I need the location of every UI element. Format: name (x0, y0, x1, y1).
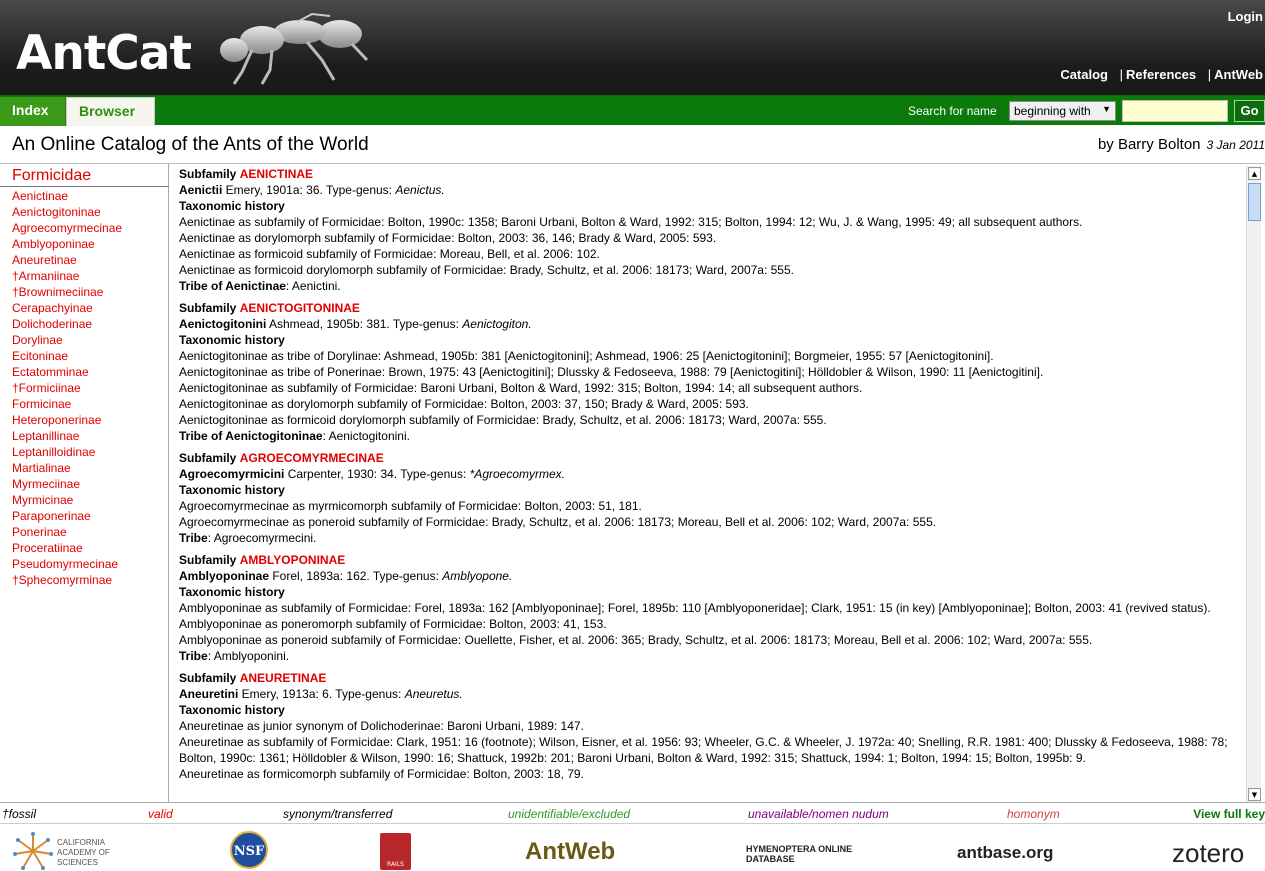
cas-logo-text: CALIFORNIA ACADEMY OF SCIENCES (57, 838, 110, 867)
subfamily-name-link[interactable]: AMBLYOPONINAE (239, 553, 346, 567)
tribe-name: Aenictogitonini (179, 317, 267, 331)
history-item: Amblyoponinae as poneromorph subfamily of Formicidae: Bolton, 2003: 41, 153. (179, 617, 607, 631)
sidebar-item-subfamily[interactable]: Myrmeciinae (12, 477, 81, 491)
type-genus-line (179, 568, 1245, 584)
type-genus-label: Type-genus: (325, 183, 393, 197)
sidebar-item-subfamily[interactable]: †Sphecomyrminae (12, 573, 113, 587)
citation: Carpenter, 1930: 34. (284, 467, 401, 481)
sidebar-item-subfamily[interactable]: Dolichoderinae (12, 317, 93, 331)
family-link[interactable]: Formicidae (12, 167, 92, 184)
type-genus: Aenictus. (395, 183, 445, 197)
author: by Barry Bolton (1097, 136, 1201, 153)
tribe-name: Agroecomyrmicini (179, 467, 285, 481)
type-genus-line (179, 466, 1245, 482)
type-genus-label: Type-genus: (392, 317, 459, 331)
tribe-value: : Aenictogitonini. (322, 429, 410, 443)
divider (0, 163, 1265, 164)
sidebar-item-subfamily[interactable]: Pseudomyrmecinae (12, 557, 119, 571)
legend-unavailable: unavailable/nomen nudum (748, 807, 889, 821)
scrollbar[interactable] (1246, 166, 1261, 802)
legend-homonym: homonym (1007, 807, 1060, 821)
taxon-entry (179, 300, 1245, 444)
history-item: Aenictinae as formicoid dorylomorph subfamily of Formicidae: Brady, Schultz, et al. 2006: 18173; Ward, 2007a: 555. (179, 263, 794, 277)
cas-sunburst-icon (13, 832, 53, 870)
subfamily-label: Subfamily (179, 671, 237, 685)
site-header (0, 0, 1265, 95)
history-item: Agroecomyrmecinae as poneroid subfamily of Formicidae: Brady, Schultz, et al. 2006: 18173; Moreau, Bell et al. 2006: 102; Ward, 2007a: 555. (179, 515, 937, 529)
divider (0, 186, 169, 187)
type-genus-label: Type-genus: (372, 569, 439, 583)
tribe-line (179, 278, 1245, 294)
legend-synonym: synonym/transferred (283, 807, 393, 821)
byline (1098, 136, 1265, 153)
sidebar-item-subfamily[interactable]: †Formiciinae (12, 381, 81, 395)
history-item: Aenictogitoninae as formicoid dorylomorph subfamily of Formicidae: Brady, Schultz, et al. 2006: 18173; Ward, 2007a: 555. (179, 413, 827, 427)
history-item: Aenictogitoninae as tribe of Ponerinae: Brown, 1975: 43 [Aenictogitini]; Dlussky & Fedoseeva, 1988: 79 [Aenictogitini]; Hölldobler & Wilson, 1990: 11 [Aenictogitini]. (179, 365, 1044, 379)
history-item: Aenictinae as formicoid subfamily of Formicidae: Moreau, Bell, et al. 2006: 102. (179, 247, 600, 261)
subfamily-name-link[interactable]: AENICTINAE (239, 167, 314, 181)
legend (0, 802, 1265, 824)
taxon-entry (179, 450, 1245, 546)
subfamily-name-link[interactable]: ANEURETINAE (239, 671, 327, 685)
history-item: Aenictogitoninae as dorylomorph subfamily of Formicidae: Bolton, 2003: 37, 150; Brady & Ward, 2005: 593. (179, 397, 749, 411)
type-genus: Aneuretus. (404, 687, 463, 701)
scroll-down-icon[interactable]: ▼ (1248, 788, 1261, 801)
nav-separator: | (1119, 67, 1123, 82)
sidebar-item-subfamily[interactable]: Paraponerinae (12, 509, 91, 523)
tab-browser[interactable]: Browser (66, 97, 155, 126)
type-genus-line (179, 686, 1245, 702)
type-genus: *Agroecomyrmex. (469, 467, 566, 481)
history-item: Aneuretinae as formicomorph subfamily of Formicidae: Bolton, 2003: 18, 79. (179, 767, 584, 781)
tribe-value: : Agroecomyrmecini. (207, 531, 317, 545)
history-item: Aneuretinae as subfamily of Formicidae: Clark, 1951: 16 (footnote); Wilson, Eisner, et al. 1956: 93; Wheeler, G.C. & Wheeler, J. 1972a: 40; Snelling, R.R. 1981: 400; Dlussky & Fedoseeva, 1988: 78; Bolton, 1990c: 1361; Hölldobler & Wilson, 1990: 16; Shattuck, 1992b: 201; Baroni Urbani, Bolton & Ward, 1992: 315; Shattuck, 1994: 1; Bolton, 1994: 15; Bolton, 1995b: 9. (179, 735, 1228, 765)
go-button[interactable]: Go (1234, 100, 1265, 122)
subfamily-heading (179, 450, 1245, 466)
sidebar-item-subfamily[interactable]: Amblyoponinae (12, 237, 95, 251)
date: 3 Jan 2011 (1206, 138, 1265, 152)
subfamily-label: Subfamily (179, 301, 237, 315)
login-link[interactable]: Login (1227, 9, 1263, 24)
history-heading: Taxonomic history (179, 199, 285, 213)
type-genus-label: Type-genus: (335, 687, 402, 701)
view-full-key-link[interactable]: View full key (1193, 807, 1265, 821)
rails-logo[interactable] (380, 833, 411, 870)
subfamily-name-link[interactable]: AGROECOMYRMECINAE (239, 451, 384, 465)
nav-references[interactable]: References (1126, 67, 1197, 82)
sidebar-item-subfamily[interactable]: Proceratiinae (12, 541, 83, 555)
antbase-logo[interactable]: antbase.org (957, 843, 1054, 862)
ant-photo (212, 10, 380, 88)
type-genus-line (179, 182, 1245, 198)
tribe-label: Tribe (179, 531, 208, 545)
sidebar-item-subfamily[interactable]: Ectatomminae (12, 365, 89, 379)
tribe-value: : Amblyoponini. (207, 649, 290, 663)
history-item: Agroecomyrmecinae as myrmicomorph subfamily of Formicidae: Bolton, 2003: 51, 181. (179, 499, 642, 513)
nav-catalog[interactable]: Catalog (1060, 67, 1108, 82)
search-input[interactable] (1122, 100, 1228, 122)
tribe-line (179, 530, 1245, 546)
type-genus: Aenictogiton. (462, 317, 532, 331)
history-item: Aenictinae as subfamily of Formicidae: Bolton, 1990c: 1358; Baroni Urbani, Bolton & Ward, 1992: 315; Bolton, 1994: 12; Wu, J. & Wang, 1995: 49; all subsequent authors. (179, 215, 1083, 229)
sidebar-item-subfamily[interactable]: Leptanillinae (12, 429, 80, 443)
history-item: Amblyoponinae as subfamily of Formicidae: Forel, 1893a: 162 [Amblyoponinae]; Forel, 1895b: 110 [Amblyoponeridae]; Clark, 1951: 15 (in key) [Amblyoponinae]; Bolton, 2003: 41 (revived status). (179, 601, 1211, 615)
search-mode-select[interactable] (1009, 101, 1116, 121)
search-mode-value: beginning with (1014, 104, 1091, 118)
tribe-name: Amblyoponinae (179, 569, 270, 583)
sidebar-item-subfamily[interactable]: Ecitoninae (12, 349, 69, 363)
type-genus: Amblyopone. (442, 569, 513, 583)
antcat-logo[interactable]: AntCat (16, 26, 191, 81)
sidebar-item-subfamily[interactable]: Martialinae (12, 461, 71, 475)
rails-text: RAILS (387, 861, 404, 868)
history-item: Aenictogitoninae as subfamily of Formicidae: Baroni Urbani, Bolton & Ward, 1992: 315; Bolton, 1994: 14; all subsequent authors. (179, 381, 863, 395)
subfamily-heading (179, 300, 1245, 316)
history-heading: Taxonomic history (179, 333, 285, 347)
tab-index[interactable]: Index (0, 97, 66, 126)
sidebar-item-subfamily[interactable]: Cerapachyinae (12, 301, 93, 315)
nav-antweb[interactable]: AntWeb (1214, 67, 1263, 82)
sidebar-item-subfamily[interactable]: Myrmicinae (12, 493, 74, 507)
tribe-value: : Aenictini. (285, 279, 341, 293)
scroll-up-icon[interactable]: ▲ (1248, 167, 1261, 180)
tribe-name: Aneuretini (179, 687, 239, 701)
type-genus-label: Type-genus: (400, 467, 467, 481)
tribe-label: Tribe (179, 649, 208, 663)
taxon-entry (179, 166, 1245, 294)
nav-separator: | (1207, 67, 1212, 82)
sidebar-item-subfamily[interactable]: †Brownimeciinae (12, 285, 104, 299)
zotero-logo[interactable]: zotero (1172, 838, 1245, 868)
taxon-entry (179, 670, 1245, 782)
taxon-entry (179, 552, 1245, 664)
sidebar-item-subfamily[interactable]: Formicinae (12, 397, 72, 411)
history-item: Aenictinae as dorylomorph subfamily of Formicidae: Bolton, 2003: 36, 146; Brady & Ward, 2005: 593. (179, 231, 717, 245)
sidebar-item-subfamily[interactable]: Aenictinae (12, 189, 69, 203)
subfamily-heading (179, 166, 1245, 182)
subfamily-label: Subfamily (179, 553, 237, 567)
sidebar-item-subfamily[interactable]: Dorylinae (12, 333, 63, 347)
tribe-label: Tribe of Aenictinae (179, 279, 286, 293)
citation: Forel, 1893a: 162. (269, 569, 373, 583)
subfamily-heading (179, 552, 1245, 568)
sidebar-item-subfamily[interactable]: Heteroponerinae (12, 413, 102, 427)
subfamily-label: Subfamily (179, 451, 237, 465)
sidebar-item-subfamily[interactable]: Leptanilloidinae (12, 445, 96, 459)
legend-unidentifiable: unidentifiable/excluded (508, 807, 631, 821)
footer-logos (0, 824, 1265, 871)
tribe-line (179, 428, 1245, 444)
sidebar-item-subfamily[interactable]: Ponerinae (12, 525, 67, 539)
hymenoptera-logo[interactable]: HYMENOPTERA ONLINE DATABASE (746, 844, 853, 864)
header-nav (1060, 67, 1263, 82)
sidebar (0, 164, 169, 802)
history-heading: Taxonomic history (179, 483, 285, 497)
nsf-text: NSF (233, 844, 265, 859)
catalog-content (179, 166, 1245, 802)
type-genus-line (179, 316, 1245, 332)
antweb-logo[interactable]: AntWeb (525, 838, 616, 865)
cas-logo[interactable] (13, 832, 119, 870)
history-heading: Taxonomic history (179, 703, 285, 717)
history-item: Amblyoponinae as poneroid subfamily of Formicidae: Ouellette, Fisher, et al. 2006: 365; Brady, Schultz, et al. 2006: 18173; Moreau, Bell et al. 2006: 102; Ward, 2007a: 555. (179, 633, 1093, 647)
citation: Emery, 1901a: 36. (222, 183, 326, 197)
history-heading: Taxonomic history (179, 585, 285, 599)
legend-valid: valid (148, 807, 173, 821)
citation: Ashmead, 1905b: 381. (266, 317, 393, 331)
tribe-label: Tribe of Aenictogitoninae (179, 429, 323, 443)
legend-fossil: †fossil (2, 807, 37, 821)
citation: Emery, 1913a: 6. (238, 687, 336, 701)
tribe-name: Aenictii (179, 183, 223, 197)
history-item: Aneuretinae as junior synonym of Dolichoderinae: Baroni Urbani, 1989: 147. (179, 719, 584, 733)
subfamily-label: Subfamily (179, 167, 237, 181)
nsf-logo[interactable] (226, 830, 272, 870)
subfamily-list (12, 189, 122, 589)
sidebar-item-subfamily[interactable]: Aenictogitoninae (12, 205, 101, 219)
nav-bar (0, 95, 1265, 125)
sidebar-item-subfamily[interactable]: Agroecomyrmecinae (12, 221, 123, 235)
dropdown-arrow-icon: ▼ (1102, 104, 1111, 114)
page-title: An Online Catalog of the Ants of the World (12, 134, 369, 155)
sidebar-item-subfamily[interactable]: Aneuretinae (12, 253, 77, 267)
subfamily-name-link[interactable]: AENICTOGITONINAE (239, 301, 360, 315)
sidebar-item-subfamily[interactable]: †Armaniinae (12, 269, 80, 283)
history-item: Aenictogitoninae as tribe of Dorylinae: Ashmead, 1905b: 381 [Aenictogitonini]; Ashmead, 1906: 25 [Aenictogitonini]; Borgmeier, 1955: 57 [Aenictogitonini]. (179, 349, 994, 363)
search-label: Search for name (908, 104, 997, 118)
scroll-thumb[interactable] (1248, 183, 1261, 221)
tribe-line (179, 648, 1245, 664)
subfamily-heading (179, 670, 1245, 686)
